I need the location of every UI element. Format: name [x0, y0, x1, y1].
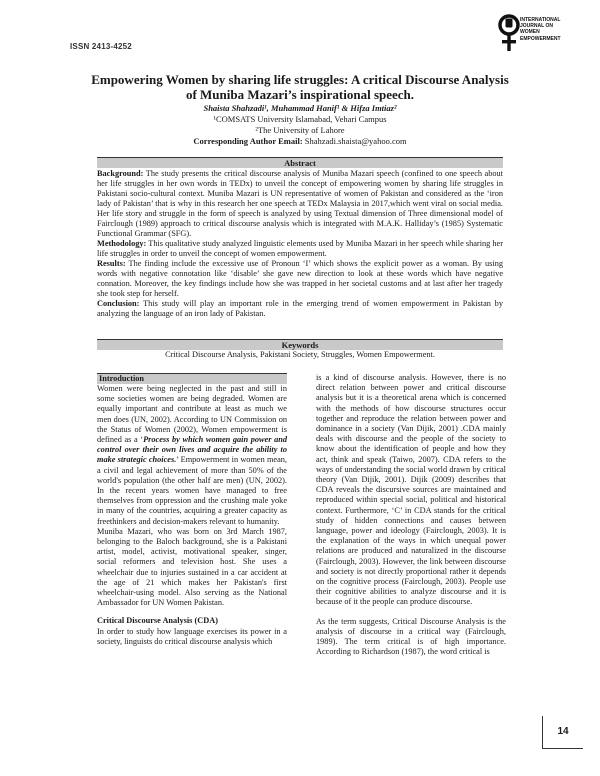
logo-line: JOURNAL ON: [520, 23, 553, 30]
methodology-label: Methodology:: [97, 239, 147, 248]
right-column: [316, 373, 506, 657]
corresponding-label: Corresponding Author Email:: [193, 136, 303, 146]
corresponding-email: Shahzadi.shaista@yahoo.com: [304, 136, 407, 146]
title-line-1: Empowering Women by sharing life struggles: A critical Discourse Analysis: [91, 72, 509, 87]
intro-p1-text-cont: ’ Empowerment in women mean, a civil and legal achievement of more than 50% of the world's population (the other half are men) (UN, 2002). In the recent years women have managed to free themselves from oppression and the crushing male yoke in many of the countries, acquiring a greater capacity as freethinkers and decision-makers relevant to humanity.: [97, 455, 287, 526]
female-fist-icon: [498, 14, 520, 54]
intro-p1-quote: Process by which women gain power and control over their own lives and acquire the ability to make strategic choices.: [97, 435, 287, 465]
background-label: Background:: [97, 169, 144, 178]
abstract-heading: Abstract: [97, 157, 503, 168]
results-text: The finding include the excessive use of Pronoun ‘I’ which shows the explicit power as a woman. By using words with negative connotation like ‘disable’ she gave new direction to look at these words which have negative connation. Moreover, the key findings include how she was trapped in her societal customs and at last after her tragedy she took step for herself.: [97, 259, 503, 298]
logo-line: INTERNATIONAL: [520, 17, 561, 23]
cda-paragraph: In order to study how language exercises its power in a society, linguists do critical discourse analysis which: [97, 626, 287, 646]
affiliation-2: ²The University of Lahore: [255, 125, 345, 135]
abstract-body: [97, 169, 503, 319]
intro-p1-text: Women were being neglected in the past and still in some societies women are being degraded. Women are equally important and contribute at least as much we men does (UN, 2002). According to UN Commission on the Status of Women (2002), Women empowerment is defined as a ‘: [97, 384, 287, 445]
corresponding-author: [60, 136, 540, 146]
left-column: [97, 373, 287, 647]
abstract-results: [97, 259, 503, 299]
results-label: Results:: [97, 259, 126, 268]
page-number: 14: [542, 716, 583, 749]
author-list: Shaista Shahzadi¹, Muhammad Hanif¹ & Hifza Imtiaz²: [203, 103, 397, 113]
affiliation-1: ¹COMSATS University Islamabad, Vehari Campus: [213, 114, 387, 124]
conclusion-label: Conclusion:: [97, 299, 140, 308]
background-text: The study presents the critical discourse analysis of Muniba Mazari speech (confined to one speech about her life struggles in her own words in TEDx) to unveil the concept of empowering women by sharing life struggles in Pakistani socio-cultural context. Muniba Mazari is UN representative of women of Pakistan and considered as the ‘iron lady of Pakistan’ that is why in this research her one speech at TEDx Malaysia in 2017,which went viral on social media. Her life story and struggle in the form of speech is analyzed by using Textual dimension of Three dimensional model of Fairclough (1989) approach to critical discourse analysis which is integrated with M.A.K. Halliday’s (1985) Systematic Functional Grammar (SFG).: [97, 169, 503, 238]
intro-paragraph-1: [97, 384, 287, 527]
keywords-text: Critical Discourse Analysis, Pakistani Society, Struggles, Women Empowerment.: [165, 350, 435, 359]
keywords-heading: Keywords: [97, 339, 503, 350]
introduction-heading: Introduction: [97, 373, 287, 384]
journal-logo-text: [520, 17, 594, 42]
right-paragraph-1: is a kind of discourse analysis. However, there is no direct relation between power and critical discourse analysis but it is a theoretical arena which is concerned with the methods of how discourse structures occur together and reproduce the relation between power and dominance in a society (Van Dijik, 2001) .CDA mainly deals with discourse and the people of the society to know about the identification of people and how they act, think and speak (Taiwo, 2007). CDA refers to the ways of understanding the social world drawn by critical theory (Van Dijik, 2001). Dijik (2009) describes that CDA reveals the discursive sources are maintained and reproduced within special social, political and historical context. Furthermore, ‘C’ in CDA stands for the critical study of hidden connections and causes between language, power and ideology (Fairclough, 2003). It is the explanation of the ways in which unequal power relations are produced and naturalized in the discourse (Fairclough, 2003). However, the link between discourse and society is not directly proportional rather it depends on the cognitive process (Fairclough, 2003). People use their cognitive abilities to analyze discourse and it is because of it the people can produce discourse.: [316, 373, 506, 607]
logo-line: EMPOWERMENT: [520, 35, 561, 42]
logo-line: WOMEN: [520, 29, 540, 36]
intro-paragraph-2: Muniba Mazari, who was born on 3rd March 1987, belonging to the Baloch background, she is a Pakistani artist, model, activist, motivational speaker, singer, social reformers and television host. She uses a wheelchair due to injuries sustained in a car accident at the age of 21 which makes her Pakistan's first wheelchair-using model. Also serving as the National Ambassador for UN Women Pakistan.: [97, 526, 287, 608]
right-paragraph-2: As the term suggests, Critical Discourse Analysis is the analysis of discourse in a critical way (Fairclough, 1989). The term critical is of high importance. According to Richardson (1987), the word critical is: [316, 616, 506, 657]
abstract-conclusion: [97, 299, 503, 319]
cda-heading: Critical Discourse Analysis (CDA): [97, 616, 218, 626]
conclusion-text: This study will play an important role in the emerging trend of women empowerment in Pakistan by analyzing the language of an iron lady of Pakistan.: [97, 299, 503, 318]
issn-label: ISSN 2413-4252: [70, 42, 132, 51]
abstract-methodology: [97, 239, 503, 259]
abstract-background: [97, 169, 503, 239]
paper-title: [60, 72, 540, 102]
title-line-2: of Muniba Mazari’s inspirational speech.: [185, 87, 415, 102]
methodology-text: This qualitative study analyzed linguistic elements used by Muniba Mazari in her speech while sharing her life struggles in order to unveil the concept of women empowerment.: [97, 239, 503, 258]
